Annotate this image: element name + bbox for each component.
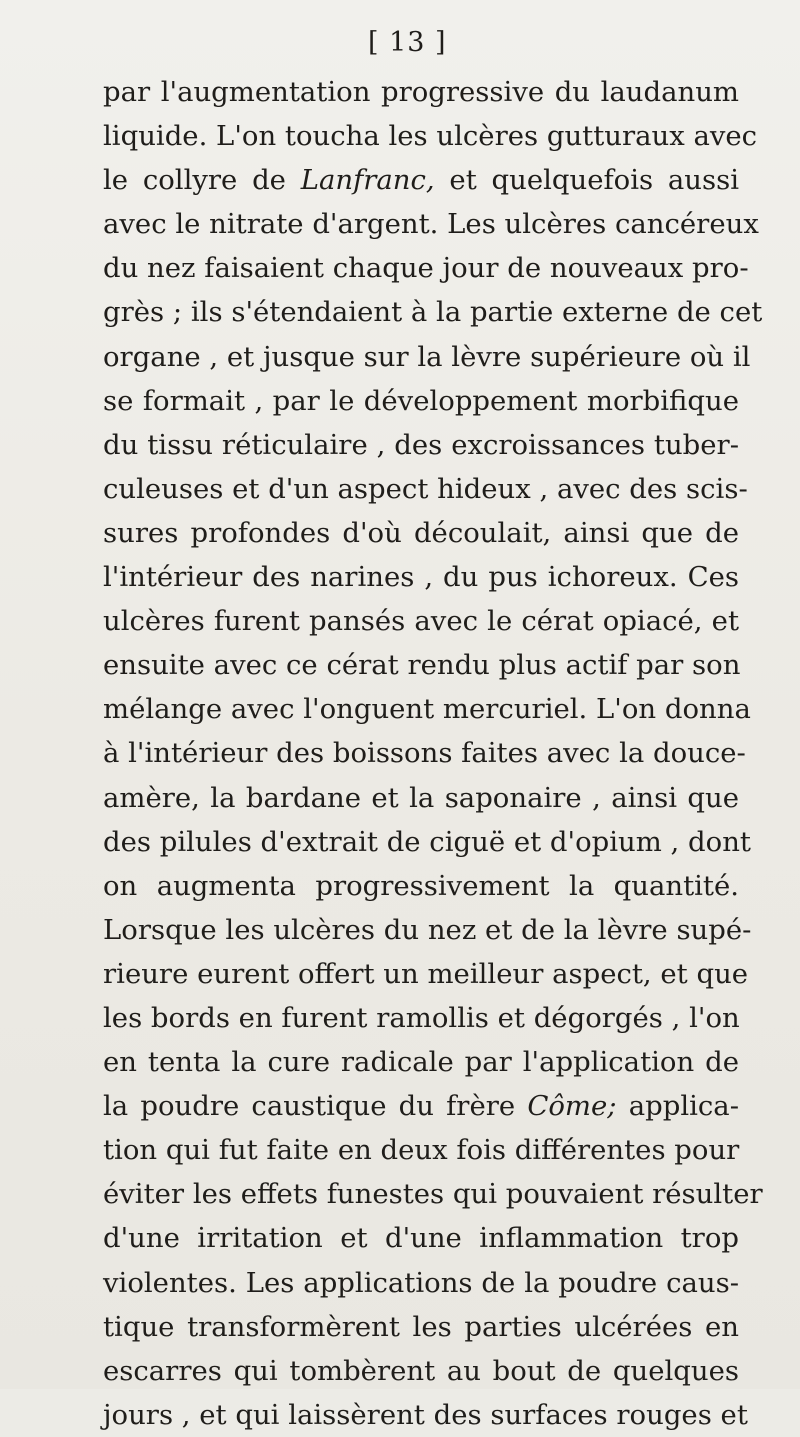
line-text: se formait , par le développement morbifique [103, 384, 739, 417]
line-text: la poudre caustique du frère [103, 1090, 528, 1123]
text-line [103, 1393, 748, 1437]
text-line [103, 1128, 739, 1172]
line-text: escarres qui tombèrent au bout de quelques [103, 1354, 739, 1387]
body-paragraph [103, 70, 763, 1437]
line-text: du nez faisaient chaque jour de nouveaux pro- [103, 252, 749, 285]
text-line [103, 1305, 739, 1349]
text-line [103, 114, 758, 158]
line-text: du tissu réticulaire , des excroissances tuber- [103, 428, 739, 461]
line-text: liquide. L'on toucha les ulcères gutturaux avec [103, 120, 758, 153]
text-line [103, 423, 739, 467]
text-line [103, 202, 759, 246]
line-text: à l'intérieur des boissons faites avec la douce- [103, 737, 746, 770]
text-line [103, 335, 751, 379]
line-text: l'intérieur des narines , du pus ichoreux. Ces [103, 561, 739, 594]
line-text: on augmenta progressivement la quantité. [103, 869, 739, 902]
line-text: ensuite avec ce cérat rendu plus actif par son [103, 649, 741, 682]
text-line [103, 511, 739, 555]
line-text: culeuses et d'un aspect hideux , avec des scis- [103, 472, 748, 505]
text-line [103, 996, 739, 1040]
text-line [103, 379, 739, 423]
text-line [103, 290, 763, 334]
line-text: grès ; ils s'étendaient à la partie externe de cet [103, 296, 763, 329]
line-text: tique transformèrent les parties ulcérées en [103, 1310, 739, 1343]
line-text: des pilules d'extrait de ciguë et d'opium , dont [103, 825, 751, 858]
line-text: éviter les effets funestes qui pouvaient résulter [103, 1178, 763, 1211]
text-line [103, 820, 751, 864]
text-line [103, 908, 752, 952]
text-line [103, 555, 739, 599]
text-line [103, 467, 748, 511]
text-line [103, 158, 739, 202]
text-line [103, 952, 749, 996]
line-text: avec le nitrate d'argent. Les ulcères cancéreux [103, 208, 759, 241]
text-line [103, 1216, 739, 1260]
line-text: violentes. Les applications de la poudre caus- [103, 1266, 739, 1299]
line-text: amère, la bardane et la saponaire , ainsi que [103, 781, 739, 814]
line-text: organe , et jusque sur la lèvre supérieure où il [103, 340, 751, 373]
italic-name: Lanfranc, [300, 164, 435, 197]
text-line [103, 687, 751, 731]
text-line [103, 1261, 739, 1305]
line-text: le collyre de [103, 164, 301, 197]
text-line [103, 1172, 763, 1216]
text-line [103, 731, 746, 775]
text-line [103, 1349, 739, 1393]
italic-name: Côme; [527, 1090, 617, 1123]
text-line [103, 70, 739, 114]
line-text-continued: et quelquefois aussi [434, 164, 739, 197]
line-text: sures profondes d'où découlait, ainsi que de [103, 516, 739, 549]
text-line [103, 1040, 739, 1084]
line-text-continued: applica- [616, 1090, 739, 1123]
line-text: les bords en furent ramollis et dégorgés , l'on [103, 1001, 740, 1034]
line-text: rieure eurent offert un meilleur aspect, et que [103, 957, 749, 990]
line-text: par l'augmentation progressive du laudanum [103, 76, 739, 108]
text-line [103, 599, 739, 643]
text-line [103, 1084, 739, 1128]
text-line [103, 643, 739, 687]
page-number: [ 13 ] [368, 27, 447, 58]
line-text: en tenta la cure radicale par l'application de [103, 1046, 739, 1079]
text-line [103, 864, 739, 908]
line-text: mélange avec l'onguent mercuriel. L'on donna [103, 693, 751, 726]
text-line [103, 776, 739, 820]
line-text: Lorsque les ulcères du nez et de la lèvre supé- [103, 913, 752, 946]
line-text: jours , et qui laissèrent des surfaces rouges et [103, 1398, 748, 1431]
line-text: tion qui fut faite en deux fois différentes pour [103, 1134, 740, 1167]
line-text: ulcères furent pansés avec le cérat opiacé, et [103, 605, 739, 638]
line-text: d'une irritation et d'une inflammation trop [103, 1222, 739, 1255]
text-line [103, 246, 749, 290]
